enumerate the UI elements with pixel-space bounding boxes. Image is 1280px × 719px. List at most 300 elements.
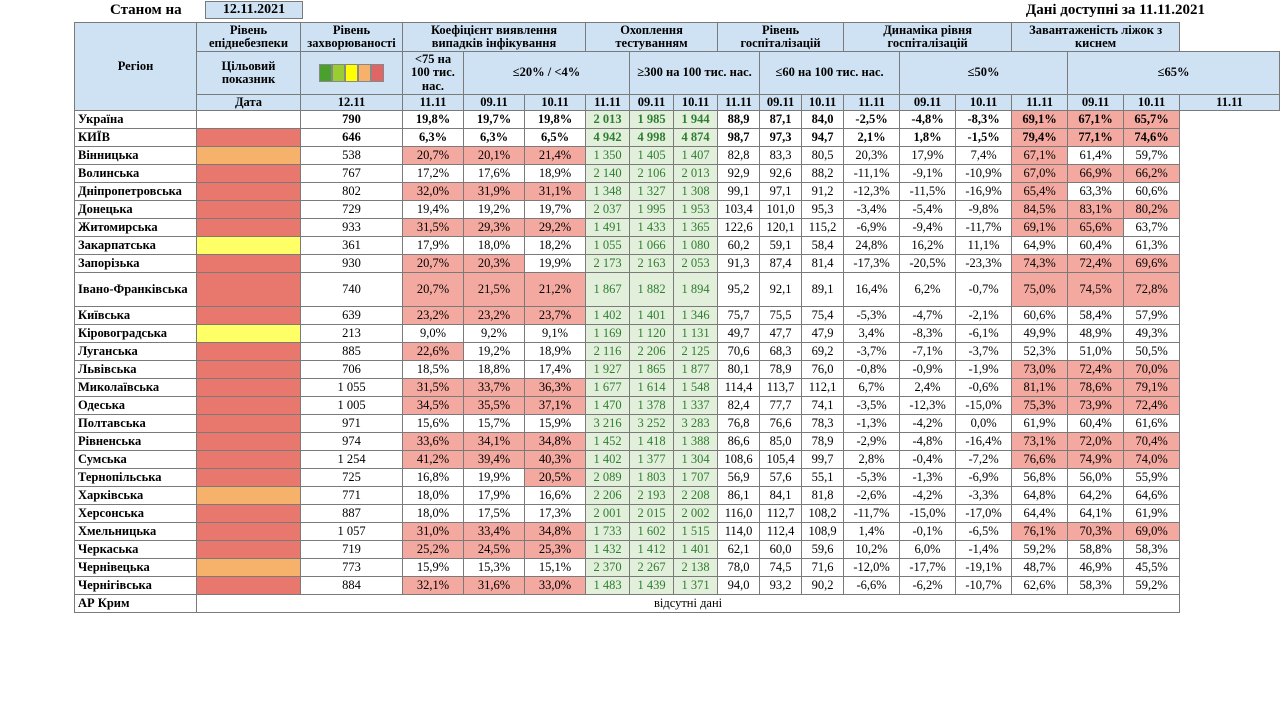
detection-value: 18,2% [525,236,586,254]
testing-value: 1 402 [586,306,630,324]
detection-value: 29,2% [525,218,586,236]
legend-yellow-icon [345,64,358,82]
target-incidence: <75 на 100 тис. нас. [403,52,464,94]
beds-value: 65,7% [1124,110,1180,128]
hospitalization-value: 87,4 [760,254,802,272]
hospitalization-value: 105,4 [760,450,802,468]
testing-value: 1 412 [630,540,674,558]
detection-value: 33,4% [464,522,525,540]
detection-value: 25,3% [525,540,586,558]
table-row [75,504,1280,522]
detection-value: 19,8% [525,110,586,128]
dynamics-value: 6,7% [844,378,900,396]
table-row [75,272,1280,306]
region-name: Волинська [75,164,197,182]
hospitalization-value: 90,2 [802,576,844,594]
testing-value: 1 433 [630,218,674,236]
beds-value: 61,9% [1124,504,1180,522]
dynamics-value: -0,9% [900,360,956,378]
dynamics-value: 7,4% [956,146,1012,164]
beds-value: 58,3% [1068,576,1124,594]
dynamics-value: 16,4% [844,272,900,306]
hospitalization-value: 122,6 [718,218,760,236]
hospitalization-value: 101,0 [760,200,802,218]
detection-value: 31,1% [525,182,586,200]
detection-value: 25,2% [403,540,464,558]
testing-value: 1 308 [674,182,718,200]
table-row [75,128,1280,146]
table-row [75,110,1280,128]
header-row-titles [75,23,1280,52]
dynamics-value: -19,1% [956,558,1012,576]
region-name: Харківська [75,486,197,504]
epid-level-cell [197,324,301,342]
hospitalization-value: 92,6 [760,164,802,182]
beds-value: 64,2% [1068,486,1124,504]
beds-value: 50,5% [1124,342,1180,360]
detection-value: 34,8% [525,432,586,450]
date-test-1: 10.11 [674,94,718,110]
testing-value: 1 346 [674,306,718,324]
dynamics-value: -0,7% [956,272,1012,306]
detection-value: 32,1% [403,576,464,594]
beds-value: 76,6% [1012,450,1068,468]
beds-value: 84,5% [1012,200,1068,218]
beds-value: 72,4% [1124,396,1180,414]
epid-level-cell [197,254,301,272]
detection-value: 18,0% [403,486,464,504]
epid-level-cell [197,110,301,128]
beds-value: 48,7% [1012,558,1068,576]
legend-green-icon [319,64,332,82]
data-available-label: Дані доступні за 11.11.2021 [1025,2,1205,18]
detection-value: 6,5% [525,128,586,146]
testing-value: 1 733 [586,522,630,540]
region-name: Рівненська [75,432,197,450]
dynamics-value: 1,4% [844,522,900,540]
beds-value: 64,9% [1012,236,1068,254]
incidence-value: 1 057 [301,522,403,540]
testing-value: 2 140 [586,164,630,182]
incidence-value: 729 [301,200,403,218]
dynamics-value: -2,5% [844,110,900,128]
testing-value: 1 677 [586,378,630,396]
hospitalization-value: 83,3 [760,146,802,164]
detection-value: 19,9% [464,468,525,486]
detection-value: 37,1% [525,396,586,414]
detection-value: 6,3% [403,128,464,146]
testing-value: 4 998 [630,128,674,146]
table-row [75,324,1280,342]
epid-level-cell [197,236,301,254]
detection-value: 16,8% [403,468,464,486]
beds-value: 63,7% [1124,218,1180,236]
hospitalization-value: 81,8 [802,486,844,504]
dynamics-value: 2,4% [900,378,956,396]
hospitalization-value: 99,1 [718,182,760,200]
beds-value: 66,9% [1068,164,1124,182]
beds-value: 58,4% [1068,306,1124,324]
incidence-value: 971 [301,414,403,432]
incidence-value: 930 [301,254,403,272]
beds-value: 74,3% [1012,254,1068,272]
beds-value: 74,5% [1068,272,1124,306]
dynamics-value: -1,9% [956,360,1012,378]
table-row [75,360,1280,378]
incidence-value: 767 [301,164,403,182]
hospitalization-value: 47,9 [802,324,844,342]
testing-value: 1 877 [674,360,718,378]
hospitalization-value: 60,0 [760,540,802,558]
incidence-value: 773 [301,558,403,576]
dynamics-value: 6,2% [900,272,956,306]
region-name: Україна [75,110,197,128]
dynamics-value: -6,1% [956,324,1012,342]
hospitalization-value: 60,2 [718,236,760,254]
testing-value: 2 193 [630,486,674,504]
beds-value: 64,8% [1012,486,1068,504]
date-beds-2: 11.11 [1180,94,1280,110]
region-name: Вінницька [75,146,197,164]
epid-level-cell [197,432,301,450]
testing-value: 1 602 [630,522,674,540]
testing-value: 2 037 [586,200,630,218]
header-row-dates [75,94,1280,110]
table-row [75,432,1280,450]
header-group-beds: Завантаженість ліжок з киснем [1012,23,1180,52]
beds-value: 75,3% [1012,396,1068,414]
hospitalization-value: 84,0 [802,110,844,128]
region-name: Полтавська [75,414,197,432]
detection-value: 33,7% [464,378,525,396]
hospitalization-value: 88,2 [802,164,844,182]
incidence-value: 1 254 [301,450,403,468]
epid-level-cell [197,306,301,324]
hospitalization-value: 97,3 [760,128,802,146]
incidence-value: 740 [301,272,403,306]
testing-value: 1 365 [674,218,718,236]
detection-value: 17,9% [403,236,464,254]
testing-value: 1 401 [630,306,674,324]
detection-value: 19,2% [464,342,525,360]
dynamics-value: -12,3% [900,396,956,414]
table-row [75,540,1280,558]
testing-value: 2 206 [630,342,674,360]
date-detect-2: 11.11 [586,94,630,110]
hospitalization-value: 94,0 [718,576,760,594]
detection-value: 35,5% [464,396,525,414]
detection-value: 18,9% [525,342,586,360]
detection-value: 15,3% [464,558,525,576]
hospitalization-value: 99,7 [802,450,844,468]
testing-value: 3 283 [674,414,718,432]
beds-value: 79,4% [1012,128,1068,146]
hospitalization-value: 80,1 [718,360,760,378]
detection-value: 9,2% [464,324,525,342]
hospitalization-value: 78,3 [802,414,844,432]
epid-level-cell [197,360,301,378]
testing-value: 1 378 [630,396,674,414]
date-dyn-0: 09.11 [900,94,956,110]
table-row [75,450,1280,468]
date-dyn-2: 11.11 [1012,94,1068,110]
region-name: Запорізька [75,254,197,272]
dynamics-value: -0,4% [900,450,956,468]
testing-value: 1 402 [586,450,630,468]
dynamics-value: -15,0% [900,504,956,522]
detection-value: 20,1% [464,146,525,164]
region-name: Житомирська [75,218,197,236]
dynamics-value: -1,3% [900,468,956,486]
epid-level-cell [197,468,301,486]
table-row [75,146,1280,164]
dynamics-value: -3,7% [844,342,900,360]
region-name: Чернігівська [75,576,197,594]
dynamics-value: -0,8% [844,360,900,378]
testing-value: 1 867 [586,272,630,306]
beds-value: 64,4% [1012,504,1068,522]
epid-level-cell [197,396,301,414]
hospitalization-value: 89,1 [802,272,844,306]
table-row [75,342,1280,360]
detection-value: 20,3% [464,254,525,272]
region-name: Донецька [75,200,197,218]
testing-value: 1 066 [630,236,674,254]
incidence-value: 639 [301,306,403,324]
beds-value: 60,4% [1068,414,1124,432]
table-row [75,218,1280,236]
testing-value: 1 470 [586,396,630,414]
dynamics-value: -17,3% [844,254,900,272]
detection-value: 31,6% [464,576,525,594]
hospitalization-value: 116,0 [718,504,760,522]
target-hospitalization: ≤60 на 100 тис. нас. [760,52,900,94]
detection-value: 31,5% [403,378,464,396]
testing-value: 1 953 [674,200,718,218]
testing-value: 4 874 [674,128,718,146]
region-name: Луганська [75,342,197,360]
dynamics-value: -12,0% [844,558,900,576]
testing-value: 1 803 [630,468,674,486]
epid-level-cell [197,218,301,236]
beds-value: 65,4% [1012,182,1068,200]
hospitalization-value: 77,7 [760,396,802,414]
dynamics-value: -1,4% [956,540,1012,558]
hospitalization-value: 97,1 [760,182,802,200]
dynamics-value: -5,3% [844,306,900,324]
beds-value: 60,4% [1068,236,1124,254]
beds-value: 80,2% [1124,200,1180,218]
hospitalization-value: 112,4 [760,522,802,540]
date-detect-1: 10.11 [525,94,586,110]
hospitalization-value: 103,4 [718,200,760,218]
dynamics-value: 20,3% [844,146,900,164]
table-row [75,558,1280,576]
hospitalization-value: 71,6 [802,558,844,576]
region-name: Миколаївська [75,378,197,396]
detection-value: 9,1% [525,324,586,342]
detection-value: 18,9% [525,164,586,182]
testing-value: 1 304 [674,450,718,468]
testing-value: 1 882 [630,272,674,306]
detection-value: 34,1% [464,432,525,450]
beds-value: 56,0% [1068,468,1124,486]
testing-value: 2 267 [630,558,674,576]
detection-value: 22,6% [403,342,464,360]
incidence-value: 887 [301,504,403,522]
target-testing: ≥300 на 100 тис. нас. [630,52,760,94]
incidence-value: 884 [301,576,403,594]
dynamics-value: 11,1% [956,236,1012,254]
dynamics-value: 2,8% [844,450,900,468]
date-epid-0: 12.11 [301,94,403,110]
hospitalization-value: 56,9 [718,468,760,486]
incidence-value: 1 005 [301,396,403,414]
region-name: Івано-Франківська [75,272,197,306]
dynamics-value: -11,1% [844,164,900,182]
beds-value: 81,1% [1012,378,1068,396]
incidence-value: 885 [301,342,403,360]
beds-value: 83,1% [1068,200,1124,218]
epid-level-cell [197,164,301,182]
detection-value: 20,7% [403,272,464,306]
beds-value: 55,9% [1124,468,1180,486]
detection-value: 17,2% [403,164,464,182]
table-row [75,468,1280,486]
beds-value: 67,1% [1012,146,1068,164]
beds-value: 72,0% [1068,432,1124,450]
dynamics-value: -16,4% [956,432,1012,450]
testing-value: 2 125 [674,342,718,360]
testing-value: 1 407 [674,146,718,164]
date-beds-0: 09.11 [1068,94,1124,110]
hospitalization-value: 76,8 [718,414,760,432]
date-beds-1: 10.11 [1124,94,1180,110]
detection-value: 29,3% [464,218,525,236]
hospitalization-value: 85,0 [760,432,802,450]
dynamics-value: -6,5% [956,522,1012,540]
date-incidence-0: 11.11 [403,94,464,110]
incidence-value: 719 [301,540,403,558]
dynamics-value: 1,8% [900,128,956,146]
detection-value: 17,4% [525,360,586,378]
target-epid [301,52,403,94]
table-row [75,254,1280,272]
table-row [75,182,1280,200]
testing-value: 3 216 [586,414,630,432]
dynamics-value: -11,7% [956,218,1012,236]
hospitalization-value: 112,7 [760,504,802,522]
dynamics-value: -4,2% [900,414,956,432]
hospitalization-value: 75,4 [802,306,844,324]
beds-value: 59,2% [1012,540,1068,558]
region-name: Сумська [75,450,197,468]
dynamics-value: 6,0% [900,540,956,558]
table-row [75,378,1280,396]
epid-level-cell [197,200,301,218]
beds-value: 78,6% [1068,378,1124,396]
testing-value: 1 337 [674,396,718,414]
date-test-0: 09.11 [630,94,674,110]
testing-value: 1 452 [586,432,630,450]
beds-value: 56,8% [1012,468,1068,486]
legend-red-icon [371,64,384,82]
dynamics-value: -17,7% [900,558,956,576]
beds-value: 45,5% [1124,558,1180,576]
testing-value: 3 252 [630,414,674,432]
beds-value: 72,4% [1068,360,1124,378]
hospitalization-value: 59,6 [802,540,844,558]
legend-swatches [304,64,399,82]
dynamics-value: -4,8% [900,432,956,450]
header-date-label: Дата [197,94,301,110]
region-name: Тернопільська [75,468,197,486]
dynamics-value: -3,4% [844,200,900,218]
date-dyn-1: 10.11 [956,94,1012,110]
beds-value: 49,9% [1012,324,1068,342]
dynamics-value: 3,4% [844,324,900,342]
beds-value: 67,1% [1068,110,1124,128]
header-group-detection: Коефіцієнт виявлення випадків інфікування [403,23,586,52]
beds-value: 64,6% [1124,486,1180,504]
date-hosp-0: 09.11 [760,94,802,110]
epid-level-cell [197,504,301,522]
dynamics-value: -7,2% [956,450,1012,468]
table-row [75,236,1280,254]
testing-value: 1 483 [586,576,630,594]
testing-value: 1 169 [586,324,630,342]
beds-value: 61,6% [1124,414,1180,432]
dynamics-value: -6,9% [844,218,900,236]
epid-level-cell [197,378,301,396]
table-row [75,486,1280,504]
incidence-value: 725 [301,468,403,486]
dynamics-value: -0,1% [900,522,956,540]
dynamics-value: 16,2% [900,236,956,254]
testing-value: 1 055 [586,236,630,254]
hospitalization-value: 108,6 [718,450,760,468]
header-group-testing: Охоплення тестуванням [586,23,718,52]
detection-value: 18,0% [403,504,464,522]
dynamics-value: -17,0% [956,504,1012,522]
detection-value: 15,7% [464,414,525,432]
indicators-table [74,22,1280,613]
testing-value: 1 327 [630,182,674,200]
hospitalization-value: 91,2 [802,182,844,200]
testing-value: 2 013 [586,110,630,128]
testing-value: 1 491 [586,218,630,236]
date-hosp-2: 11.11 [844,94,900,110]
beds-value: 74,0% [1124,450,1180,468]
detection-value: 17,6% [464,164,525,182]
beds-value: 74,9% [1068,450,1124,468]
epid-level-cell [197,486,301,504]
beds-value: 58,8% [1068,540,1124,558]
testing-value: 1 927 [586,360,630,378]
incidence-value: 706 [301,360,403,378]
dynamics-value: -1,5% [956,128,1012,146]
hospitalization-value: 114,0 [718,522,760,540]
dynamics-value: -16,9% [956,182,1012,200]
testing-value: 2 001 [586,504,630,522]
header-group-dynamics: Динаміка рівня госпіталізацій [844,23,1012,52]
detection-value: 19,4% [403,200,464,218]
beds-value: 61,9% [1012,414,1068,432]
dynamics-value: -8,3% [900,324,956,342]
testing-value: 2 053 [674,254,718,272]
hospitalization-value: 78,9 [802,432,844,450]
region-name: Кіровоградська [75,324,197,342]
